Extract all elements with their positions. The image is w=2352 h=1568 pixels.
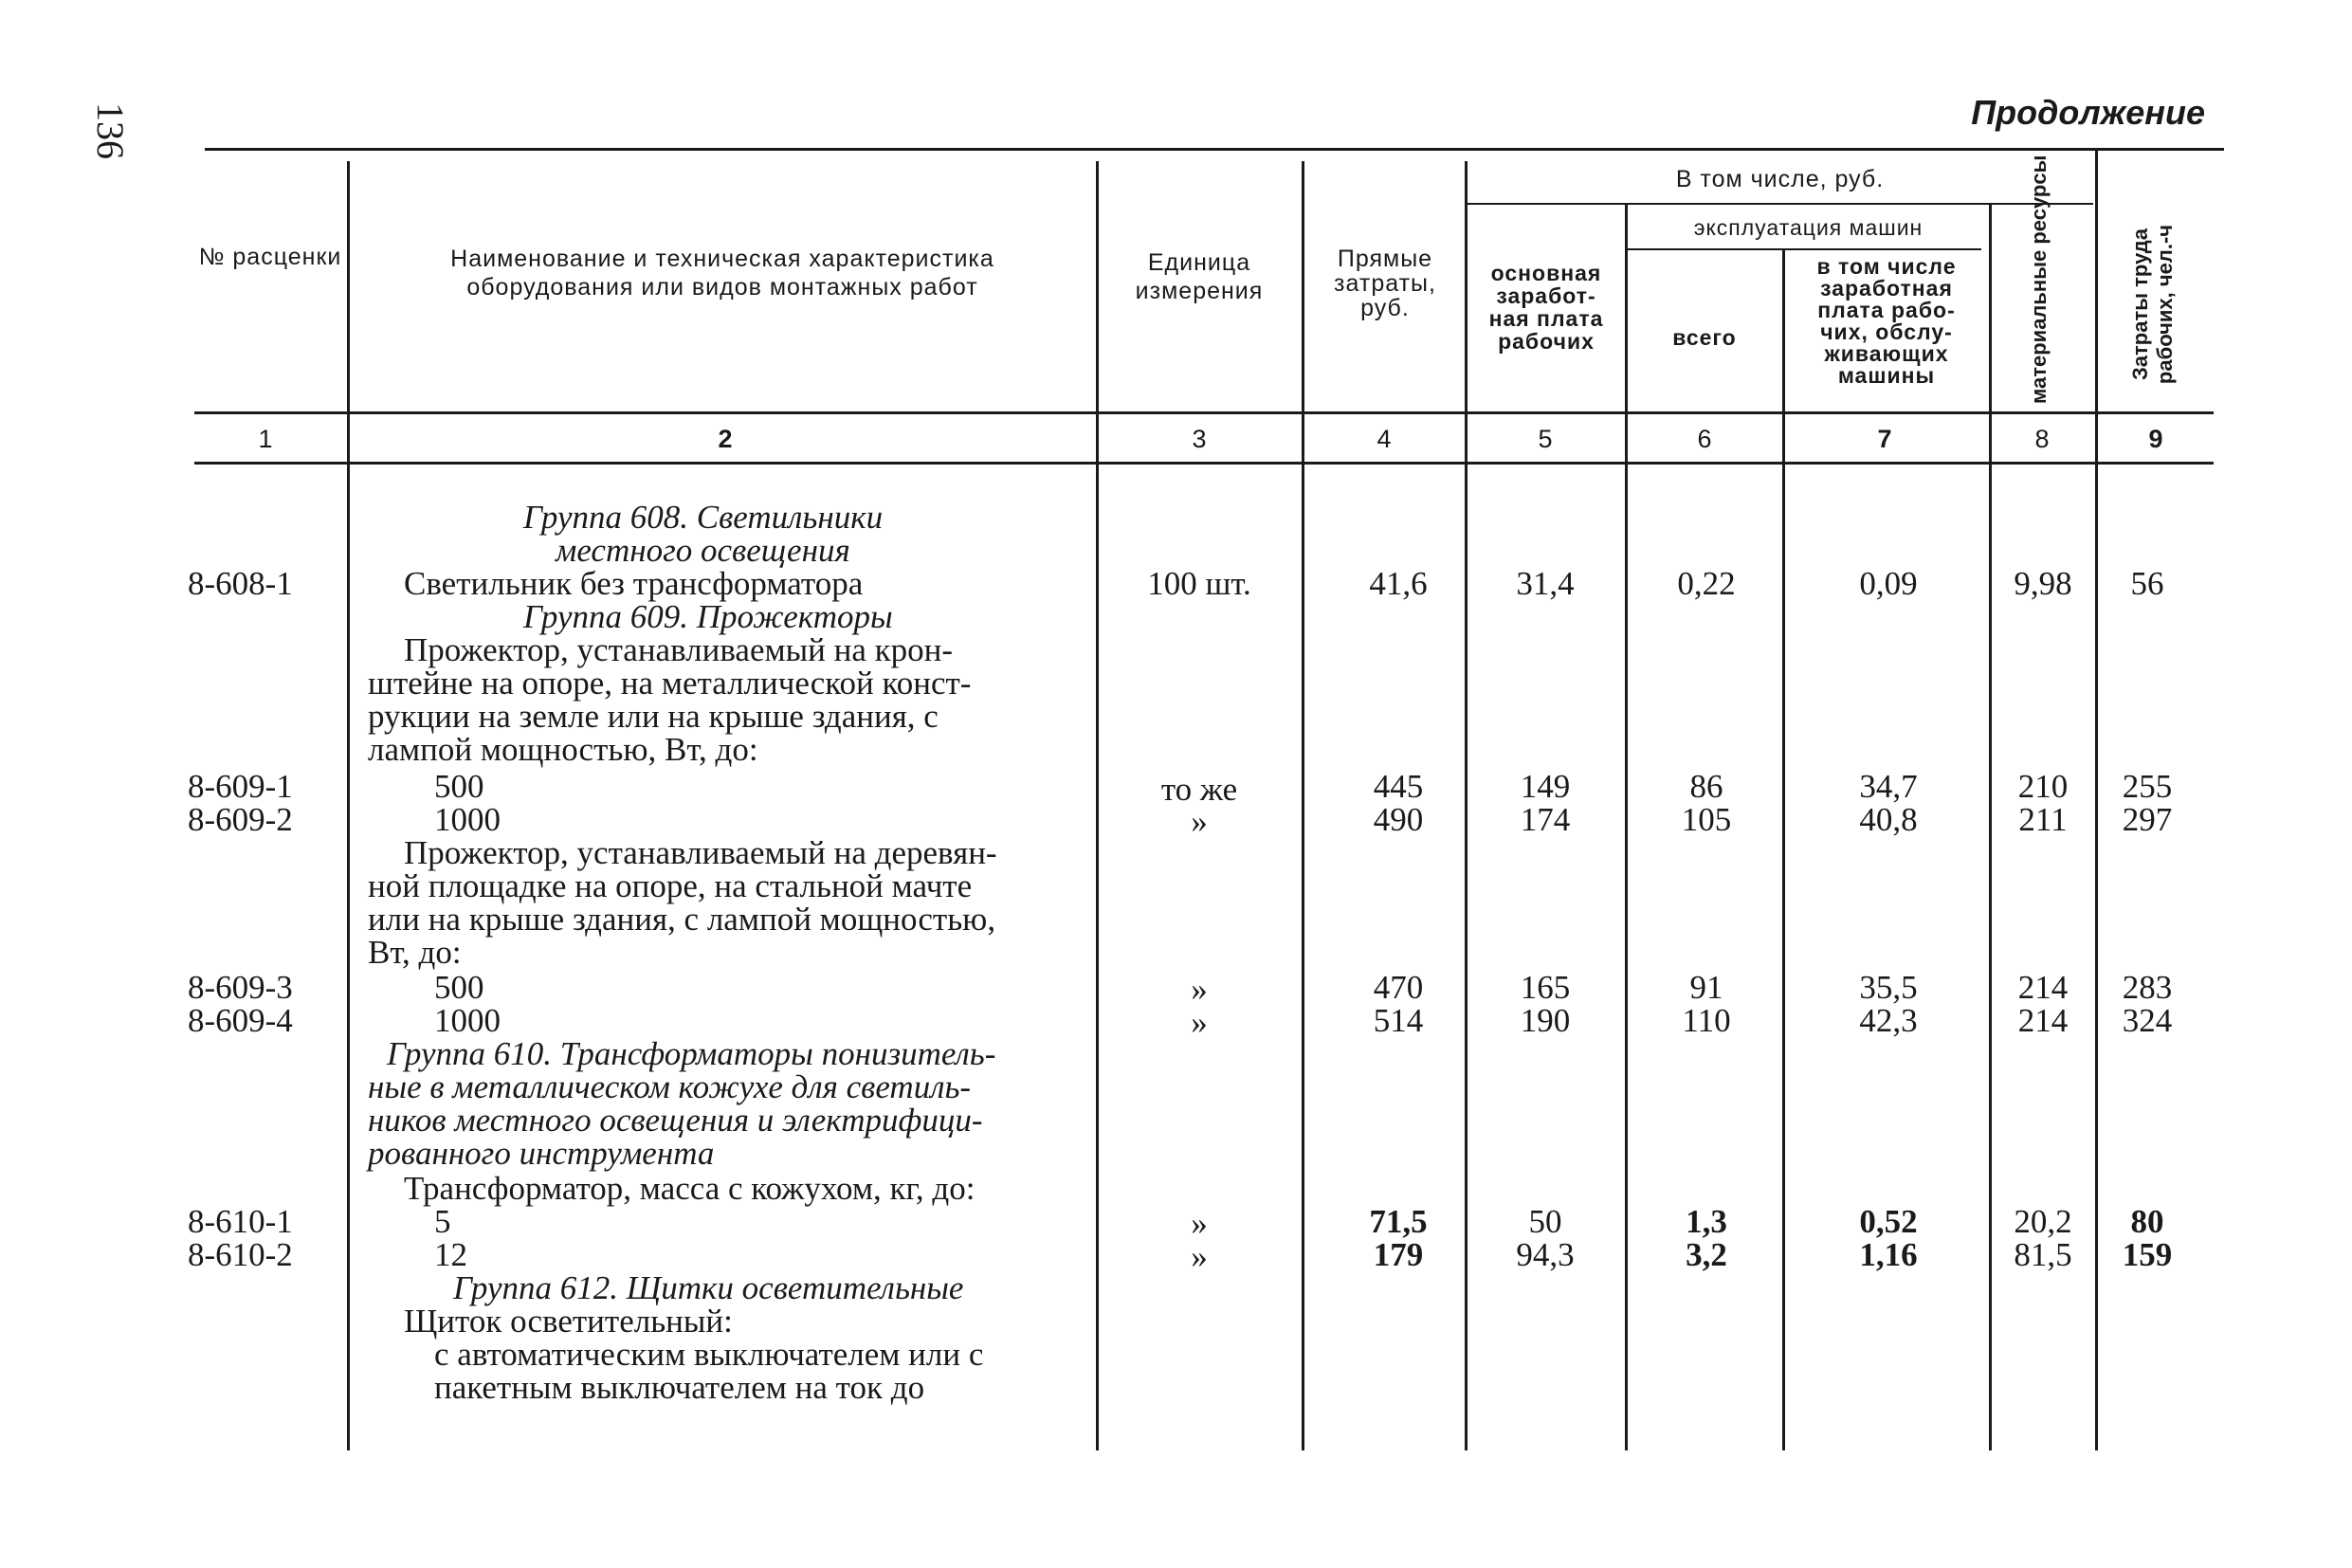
row-code: 8-610-1 bbox=[188, 1203, 293, 1240]
item-text: 12 bbox=[434, 1236, 467, 1273]
column-number: 6 bbox=[1697, 425, 1712, 453]
row-code: 8-609-2 bbox=[188, 801, 293, 838]
row-direct: 470 bbox=[1373, 969, 1424, 1006]
row-unit: » bbox=[1191, 971, 1208, 1008]
item-text: или на крыше здания, с лампой мощностью, bbox=[368, 901, 996, 938]
group-heading: Группа 609. Прожекторы bbox=[523, 598, 893, 635]
item-text: 1000 bbox=[434, 801, 501, 838]
header-total: всего bbox=[1672, 325, 1737, 350]
row-unit: » bbox=[1191, 1205, 1208, 1242]
header-labor bbox=[2128, 205, 2178, 404]
header-labor-line: рабочих, чел.-ч bbox=[2153, 224, 2177, 385]
row-machine-wage: 35,5 bbox=[1859, 969, 1918, 1006]
header-machine-wage bbox=[1786, 256, 1987, 387]
item-text: Трансформатор, масса с кожухом, кг, до: bbox=[404, 1170, 975, 1207]
row-machines-total: 110 bbox=[1682, 1002, 1731, 1039]
row-machines-total: 1,3 bbox=[1686, 1203, 1727, 1240]
header-mw-line: плата рабо- bbox=[1817, 298, 1956, 322]
item-text: пакетным выключателем на ток до bbox=[434, 1369, 925, 1406]
header-mw-line: заработная bbox=[1820, 276, 1953, 301]
row-unit: то же bbox=[1160, 771, 1238, 808]
header-name-line: оборудования или видов монтажных работ bbox=[466, 274, 978, 301]
row-labor: 283 bbox=[2122, 969, 2173, 1006]
item-text: 500 bbox=[434, 768, 484, 805]
row-machines-total: 105 bbox=[1681, 801, 1732, 838]
row-code: 8-609-3 bbox=[188, 969, 293, 1006]
column-number: 8 bbox=[2034, 425, 2050, 453]
row-unit: » bbox=[1191, 1004, 1208, 1041]
row-materials: 9,98 bbox=[2014, 565, 2072, 602]
header-base-wage bbox=[1469, 262, 1623, 353]
item-text: Прожектор, устанавливаемый на крон- bbox=[404, 631, 954, 668]
col-divider bbox=[1302, 161, 1304, 1450]
group-heading: местного освещения bbox=[556, 532, 850, 569]
row-direct: 71,5 bbox=[1369, 1203, 1428, 1240]
row-direct: 445 bbox=[1373, 768, 1424, 805]
item-text: лампой мощностью, Вт, до: bbox=[368, 731, 758, 768]
header-unit bbox=[1100, 248, 1299, 305]
header-unit-line: Единица bbox=[1147, 249, 1251, 276]
column-number: 2 bbox=[718, 425, 733, 453]
row-direct: 179 bbox=[1373, 1236, 1424, 1273]
column-number: 5 bbox=[1538, 425, 1553, 453]
header-direct-line: руб. bbox=[1360, 295, 1410, 321]
row-materials: 211 bbox=[2018, 801, 2068, 838]
row-materials: 20,2 bbox=[2014, 1203, 2072, 1240]
row-base-wage: 174 bbox=[1520, 801, 1571, 838]
column-number: 1 bbox=[258, 425, 273, 453]
header-unit-line: измерения bbox=[1135, 278, 1264, 304]
item-text: Щиток осветительный: bbox=[404, 1303, 733, 1340]
row-base-wage: 50 bbox=[1528, 1203, 1562, 1240]
header-base-line: заработ- bbox=[1496, 283, 1596, 308]
row-labor: 297 bbox=[2122, 801, 2173, 838]
col-divider bbox=[347, 161, 350, 1450]
header-base-line: рабочих bbox=[1498, 329, 1595, 354]
group-heading: Группа 608. Светильники bbox=[523, 499, 884, 536]
item-text: Светильник без трансформатора bbox=[404, 565, 864, 602]
header-machines: эксплуатация машин bbox=[1693, 215, 1924, 240]
header-mw-line: в том числе bbox=[1816, 254, 1957, 279]
col-divider bbox=[1625, 205, 1628, 1450]
row-machines-total: 91 bbox=[1689, 969, 1723, 1006]
row-machine-wage: 0,52 bbox=[1859, 1203, 1918, 1240]
header-mw-line: машины bbox=[1837, 363, 1936, 388]
row-materials: 214 bbox=[2017, 1002, 2069, 1039]
row-base-wage: 94,3 bbox=[1516, 1236, 1575, 1273]
header-materials: материальные ресурсы bbox=[2027, 155, 2051, 404]
col-divider bbox=[1782, 250, 1785, 1450]
column-number: 7 bbox=[1877, 425, 1892, 453]
item-text: ной площадке на опоре, на стальной мачте bbox=[368, 867, 973, 904]
row-code: 8-608-1 bbox=[188, 565, 293, 602]
colnum-bottom-rule bbox=[194, 462, 2214, 465]
item-text: с автоматическим выключателем или с bbox=[434, 1336, 984, 1373]
column-number: 9 bbox=[2148, 425, 2163, 453]
header-in-total: В том числе, руб. bbox=[1675, 166, 1885, 192]
header-mw-line: чих, обслу- bbox=[1820, 319, 1953, 344]
row-machine-wage: 42,3 bbox=[1859, 1002, 1918, 1039]
column-number: 3 bbox=[1192, 425, 1207, 453]
row-labor: 80 bbox=[2130, 1203, 2164, 1240]
row-labor: 255 bbox=[2122, 768, 2173, 805]
item-text: 5 bbox=[434, 1203, 451, 1240]
item-text: штейне на опоре, на металлической конст- bbox=[368, 665, 972, 702]
header-direct-line: затраты, bbox=[1334, 270, 1436, 297]
group-heading: Группа 612. Щитки осветительные bbox=[453, 1269, 964, 1306]
row-unit: 100 шт. bbox=[1147, 565, 1251, 602]
header-direct-line: Прямые bbox=[1337, 246, 1433, 272]
row-materials: 210 bbox=[2017, 768, 2069, 805]
header-base-line: основная bbox=[1490, 261, 1602, 285]
row-direct: 514 bbox=[1373, 1002, 1424, 1039]
page-number: 136 bbox=[89, 102, 132, 159]
row-machine-wage: 40,8 bbox=[1859, 801, 1918, 838]
header-direct-costs bbox=[1306, 246, 1464, 320]
top-rule bbox=[205, 148, 2224, 151]
header-mw-line: живающих bbox=[1824, 341, 1949, 366]
row-machines-total: 86 bbox=[1689, 768, 1723, 805]
row-unit: » bbox=[1191, 803, 1208, 840]
row-code: 8-610-2 bbox=[188, 1236, 293, 1273]
header-name bbox=[353, 245, 1092, 301]
header-base-line: ная плата bbox=[1488, 306, 1604, 331]
header-labor-line: Затраты труда bbox=[2128, 228, 2152, 380]
row-machine-wage: 0,09 bbox=[1859, 565, 1918, 602]
machines-rule bbox=[1627, 248, 1981, 250]
in-total-rule bbox=[1468, 203, 2093, 205]
group-heading: Группа 610. Трансформаторы понизитель- bbox=[387, 1035, 996, 1072]
row-code: 8-609-1 bbox=[188, 768, 293, 805]
row-base-wage: 31,4 bbox=[1516, 565, 1575, 602]
row-machines-total: 3,2 bbox=[1686, 1236, 1727, 1273]
col-divider bbox=[1096, 161, 1099, 1450]
group-heading: рованного инструмента bbox=[368, 1135, 715, 1172]
item-text: 500 bbox=[434, 969, 484, 1006]
row-base-wage: 165 bbox=[1520, 969, 1571, 1006]
item-text: 1000 bbox=[434, 1002, 501, 1039]
row-labor: 324 bbox=[2122, 1002, 2173, 1039]
row-direct: 490 bbox=[1373, 801, 1424, 838]
continuation-label: Продолжение bbox=[1971, 93, 2205, 132]
row-machine-wage: 34,7 bbox=[1859, 768, 1918, 805]
header-name-line: Наименование и техническая характеристика bbox=[450, 246, 994, 272]
header-bottom-rule bbox=[194, 411, 2214, 414]
column-number: 4 bbox=[1377, 425, 1392, 453]
group-heading: ные в металлическом кожухе для светиль- bbox=[368, 1068, 972, 1105]
item-text: Прожектор, устанавливаемый на деревян- bbox=[404, 834, 997, 871]
row-materials: 81,5 bbox=[2014, 1236, 2072, 1273]
row-base-wage: 149 bbox=[1520, 768, 1571, 805]
item-text: Вт, до: bbox=[368, 934, 462, 971]
row-labor: 159 bbox=[2122, 1236, 2173, 1273]
row-base-wage: 190 bbox=[1520, 1002, 1571, 1039]
row-code: 8-609-4 bbox=[188, 1002, 293, 1039]
row-materials: 214 bbox=[2017, 969, 2069, 1006]
row-labor: 56 bbox=[2130, 565, 2164, 602]
group-heading: ников местного освещения и электрифици- bbox=[368, 1102, 983, 1139]
row-machines-total: 0,22 bbox=[1677, 565, 1736, 602]
row-unit: » bbox=[1191, 1238, 1208, 1275]
item-text: рукции на земле или на крыше здания, с bbox=[368, 698, 939, 735]
row-direct: 41,6 bbox=[1369, 565, 1428, 602]
row-machine-wage: 1,16 bbox=[1859, 1236, 1918, 1273]
header-code: № расценки bbox=[198, 244, 342, 270]
